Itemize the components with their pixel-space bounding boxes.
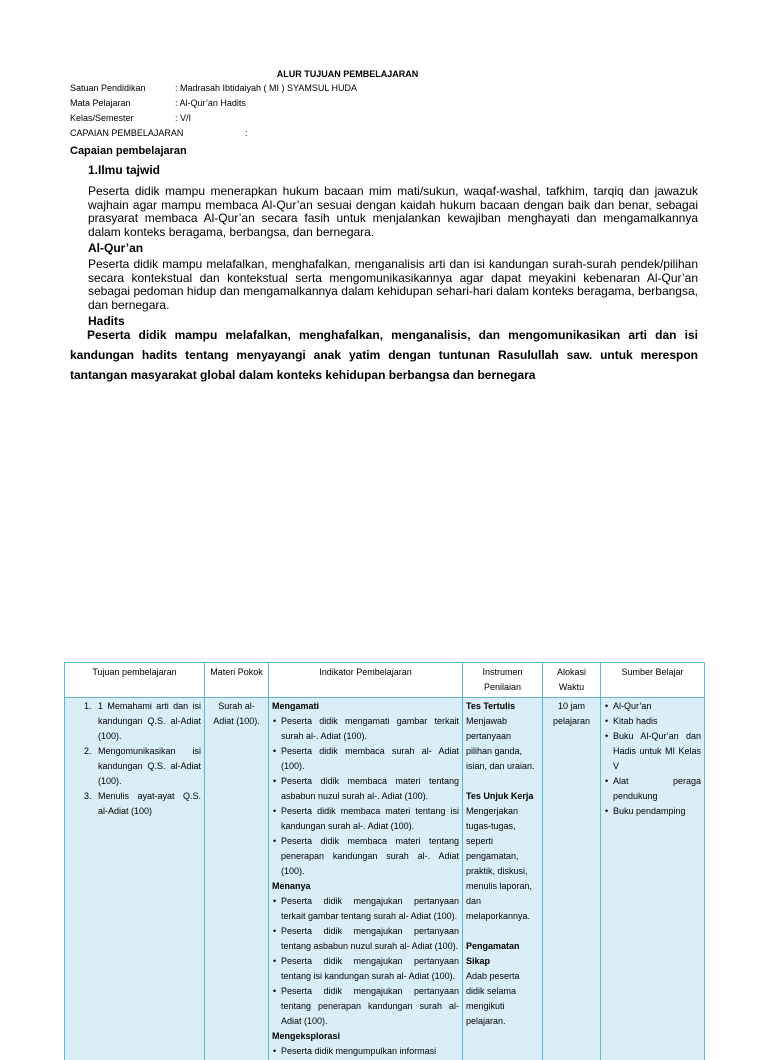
hadits-heading: Hadits [88, 314, 125, 328]
col-header-tujuan: Tujuan pembelajaran [65, 663, 205, 698]
list-item: • Peserta didik mengumpulkan informasi [281, 1044, 459, 1059]
col-header-indikator: Indikator Pembelajaran [269, 663, 463, 698]
instrumen-text: Mengerjakan tugas-tugas, seperti pengamatan, praktik, diskusi, menulis laporan, dan melaporkannya. [466, 804, 539, 924]
cell-indikator [269, 698, 463, 1060]
meta-label: Mata Pelajaran [70, 98, 175, 108]
col-header-alokasi: Alokasi Waktu [543, 663, 601, 698]
col-header-instrumen: Instrumen Penilaian [463, 663, 543, 698]
quran-paragraph: Peserta didik mampu melafalkan, menghafalkan, menganalisis arti dan isi kandungan surah-surah pendek/pilihan secara kontekstual dan kontekstual serta mengomunikasikannya agar dapat meyakini kebenaran Al-Qur’an sebagai pedoman hidup dan mengamalkannya dalam kehidupan sehari-hari dalam konteks beragama, berbangsa, dan bernegara. [88, 258, 698, 312]
instrumen-text: Adab peserta didik selama mengikuti pelajaran. [466, 969, 539, 1029]
quran-heading: Al-Qur’an [88, 241, 143, 255]
list-item: • Alat peraga pendukung [613, 774, 701, 804]
cell-sumber [601, 698, 705, 1060]
tajwid-paragraph: Peserta didik mampu menerapkan hukum bacaan mim mati/sukun, waqaf-washal, tafkhim, tarqiq dan jawazuk wajhain agar mampu membaca Al-Qur’an sesuai dengan kaidah hukum bacaan dengan baik dan benar, sebagai prasyarat membaca Al-Qur’an secara fasih untuk menjalankan kewajiban menghayati dan mengamalkannya dalam konteks beragama, berbangsa, dan bernegara. [88, 185, 698, 239]
list-item: • Peserta didik mengajukan pertanyaan tentang penerapan kandungan surah al- Adiat (100). [281, 984, 459, 1029]
meta-value: : Al-Qur’an Hadits [175, 98, 246, 108]
cell-alokasi: 10 jam pelajaran [543, 698, 601, 1060]
cell-materi: Surah al-Adiat (100). [205, 698, 269, 1060]
list-item: • Buku pendamping [613, 804, 701, 819]
cell-instrumen [463, 698, 543, 1060]
cell-tujuan [65, 698, 205, 1060]
meta-label: CAPAIAN PEMBELAJARAN [70, 128, 245, 138]
instrumen-tertulis [466, 699, 539, 774]
list-item: 3. Menulis ayat-ayat Q.S. al-Adiat (100) [94, 789, 201, 819]
instrumen-title: Pengamatan Sikap [466, 939, 539, 969]
list-item: • Kitab hadis [613, 714, 701, 729]
list-item: • Peserta didik membaca materi tentang isi kandungan surah al-. Adiat (100). [281, 804, 459, 834]
hadits-paragraph: Peserta didik mampu melafalkan, menghafalkan, menganalisis, dan mengomunikasikan arti dan isi kandungan hadits tentang menyayangi anak yatim dengan tuntunan Rasulullah saw. untuk merespon tantangan masyarakat global dalam konteks kehidupan berbangsa dan bernegara [70, 325, 698, 385]
list-item: • Peserta didik mengajukan pertanyaan tentang isi kandungan surah al- Adiat (100). [281, 954, 459, 984]
meta-row-kelas [70, 113, 191, 123]
menanya-list [272, 894, 459, 1029]
list-item: 1. 1 Memahami arti dan isi kandungan Q.S. al-Adiat (100). [94, 699, 201, 744]
list-item: • Peserta didik mengamati gambar terkait surah al-. Adiat (100). [281, 714, 459, 744]
meta-row-mapel [70, 98, 246, 108]
tajwid-heading: 1.Ilmu tajwid [88, 163, 160, 177]
list-item: 2. Mengomunikasikan isi kandungan Q.S. al-Adiat (100). [94, 744, 201, 789]
col-header-materi: Materi Pokok [205, 663, 269, 698]
tujuan-list [68, 699, 201, 819]
list-item: • Peserta didik membaca materi tentang asbabun nuzul surah al-. Adiat (100). [281, 774, 459, 804]
table-row [65, 698, 705, 1060]
instrumen-text: Menjawab pertanyaan pilihan ganda, isian, dan uraian. [466, 714, 539, 774]
mengamati-list [272, 714, 459, 879]
sumber-list [604, 699, 701, 819]
list-item: • Peserta didik membaca surah al- Adiat (100). [281, 744, 459, 774]
section-title-eksplorasi: Mengeksplorasi [272, 1029, 459, 1044]
instrumen-title: Tes Tertulis [466, 699, 539, 714]
list-item: • Buku Al-Qur’an dan Hadis untuk MI Kelas V [613, 729, 701, 774]
learning-table [64, 662, 705, 1060]
table-header-row [65, 663, 705, 698]
section-title-mengamati: Mengamati [272, 699, 459, 714]
section-title-menanya: Menanya [272, 879, 459, 894]
meta-value: : Madrasah Ibtidaiyah ( MI ) SYAMSUL HUDA [175, 83, 357, 93]
document-title: ALUR TUJUAN PEMBELAJARAN [0, 69, 695, 79]
col-header-sumber: Sumber Belajar [601, 663, 705, 698]
instrumen-kerja [466, 789, 539, 924]
eksplorasi-list [272, 1044, 459, 1059]
meta-row-satuan [70, 83, 357, 93]
list-item: • Al-Qur’an [613, 699, 701, 714]
list-item: • Peserta didik membaca materi tentang penerapan kandungan surah al-. Adiat (100). [281, 834, 459, 879]
instrumen-sikap [466, 939, 539, 1029]
instrumen-title: Tes Unjuk Kerja [466, 789, 539, 804]
capaian-title: Capaian pembelajaran [70, 145, 187, 157]
meta-value: : V/I [175, 113, 191, 123]
meta-label: Kelas/Semester [70, 113, 175, 123]
meta-label: Satuan Pendidikan [70, 83, 175, 93]
list-item: • Peserta didik mengajukan pertanyaan tentang asbabun nuzul surah al- Adiat (100). [281, 924, 459, 954]
list-item: • Peserta didik mengajukan pertanyaan terkait gambar tentang surah al- Adiat (100). [281, 894, 459, 924]
meta-value: : [245, 128, 248, 138]
meta-row-capaian [70, 128, 248, 138]
